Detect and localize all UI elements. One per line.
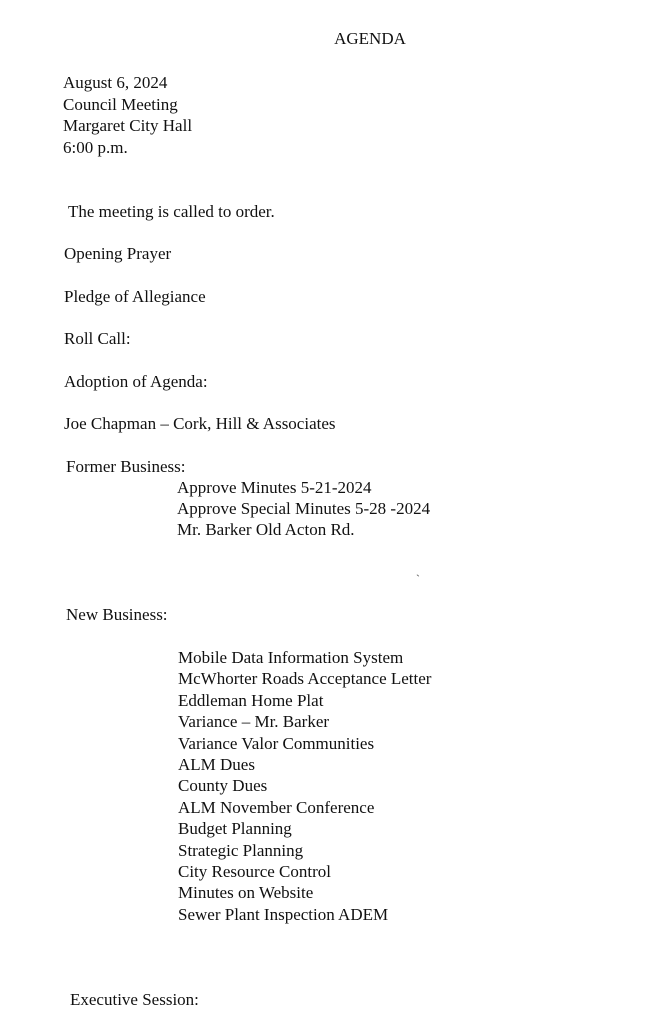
list-item: City Resource Control bbox=[178, 861, 331, 881]
list-item: McWhorter Roads Acceptance Letter bbox=[178, 669, 432, 689]
pledge-of-allegiance: Pledge of Allegiance bbox=[64, 287, 206, 306]
new-business-label: New Business: bbox=[66, 605, 168, 624]
roll-call: Roll Call: bbox=[64, 329, 131, 348]
new-business-list bbox=[178, 647, 431, 925]
list-item: Minutes on Website bbox=[178, 883, 314, 903]
meeting-type: Council Meeting bbox=[63, 94, 178, 114]
meeting-date: August 6, 2024 bbox=[63, 73, 168, 92]
executive-session-label: Executive Session: bbox=[70, 990, 199, 1009]
list-item: Approve Special Minutes 5-28 -2024 bbox=[177, 499, 431, 518]
page-title: AGENDA bbox=[334, 29, 406, 48]
list-item: County Dues bbox=[178, 776, 268, 796]
list-item: Variance Valor Communities bbox=[178, 733, 375, 753]
meeting-header bbox=[63, 72, 192, 158]
list-item: ALM November Conference bbox=[178, 797, 375, 817]
former-business-label: Former Business: bbox=[66, 457, 186, 476]
list-item: Budget Planning bbox=[178, 819, 292, 839]
list-item: Mobile Data Information System bbox=[178, 648, 404, 667]
guest-presentation: Joe Chapman – Cork, Hill & Associates bbox=[64, 414, 336, 433]
list-item: Sewer Plant Inspection ADEM bbox=[178, 904, 389, 924]
list-item: Approve Minutes 5-21-2024 bbox=[177, 478, 372, 497]
former-business-list bbox=[177, 477, 430, 540]
meeting-location: Margaret City Hall bbox=[63, 116, 193, 135]
list-item: Strategic Planning bbox=[178, 840, 304, 860]
meeting-time: 6:00 p.m. bbox=[63, 137, 128, 157]
list-item: Mr. Barker Old Acton Rd. bbox=[177, 520, 355, 539]
stray-mark: ` bbox=[416, 572, 420, 586]
call-to-order: The meeting is called to order. bbox=[68, 202, 275, 221]
opening-prayer: Opening Prayer bbox=[64, 244, 172, 263]
list-item: Eddleman Home Plat bbox=[178, 690, 324, 710]
list-item: Variance – Mr. Barker bbox=[178, 712, 330, 732]
adoption-of-agenda: Adoption of Agenda: bbox=[64, 372, 208, 391]
list-item: ALM Dues bbox=[178, 754, 255, 774]
